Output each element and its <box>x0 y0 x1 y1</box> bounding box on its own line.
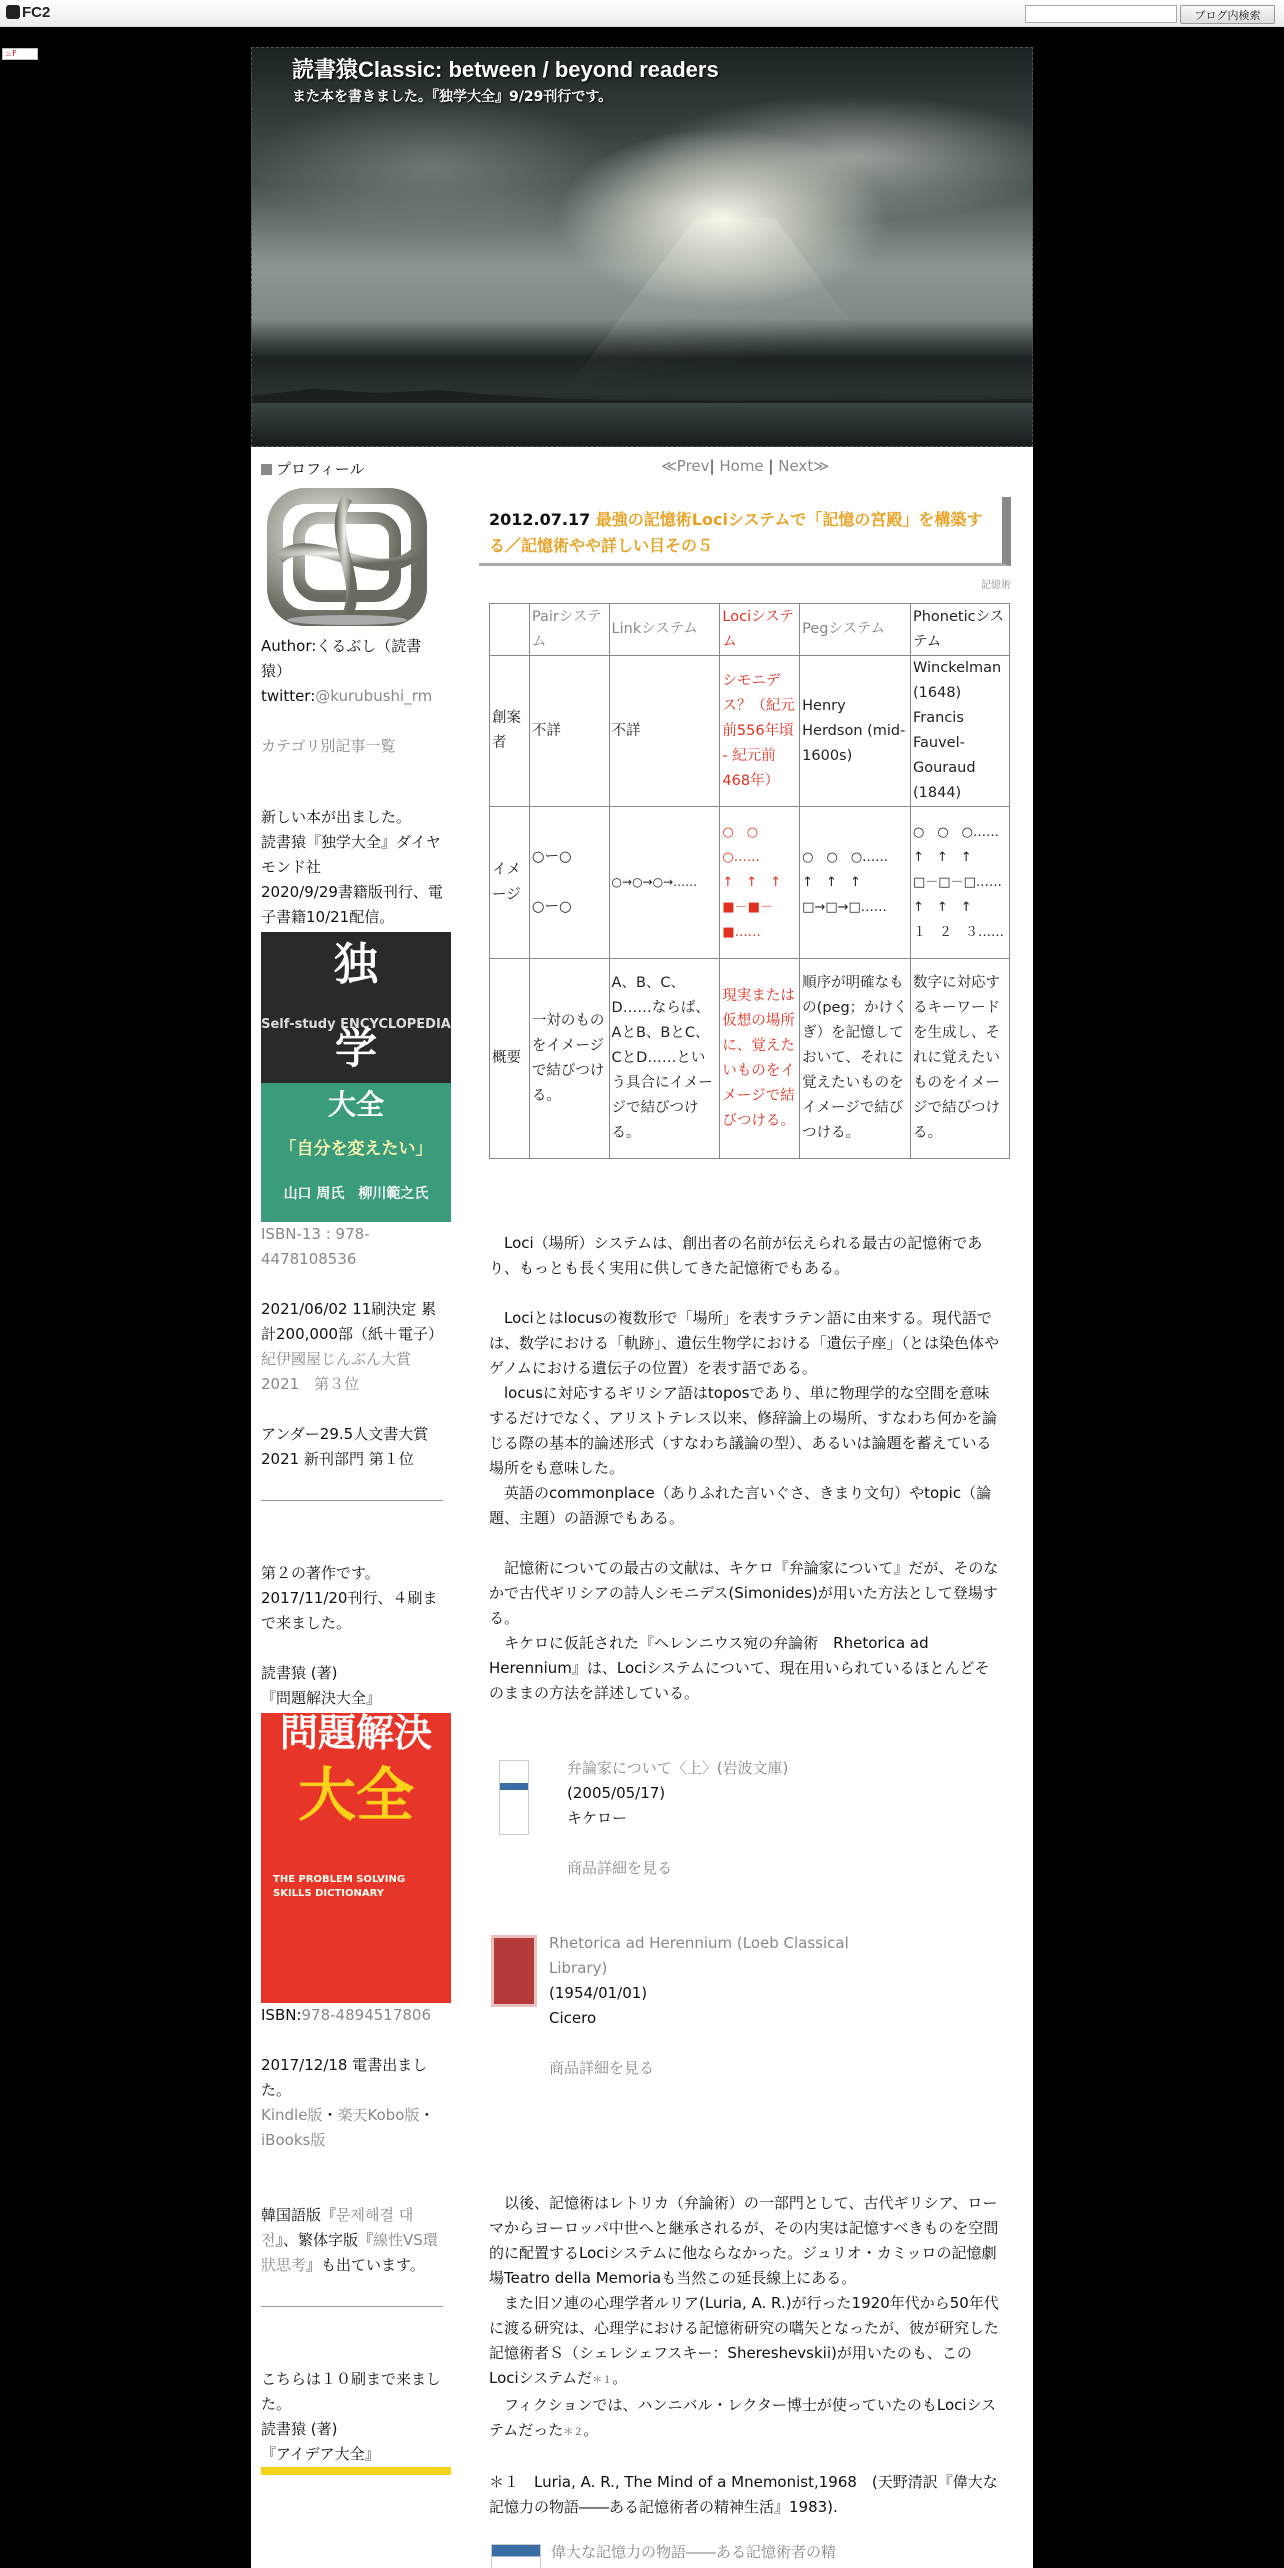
body-paragraph: 英語のcommonplace（ありふれた言いぐさ、きまり文句）やtopic（論題、主題）の語源でもある。 <box>489 1484 992 1527</box>
author-name: Author:くるぶし（読書猿） <box>261 637 422 680</box>
table-cell: イメージ <box>490 807 530 959</box>
book2-translations <box>261 2203 443 2278</box>
main-column <box>479 457 1011 2568</box>
body-paragraph <box>489 2393 1001 2445</box>
product-cover-image[interactable] <box>491 1935 537 2007</box>
book2-cover[interactable] <box>261 1713 451 2003</box>
book2-release: 2017/11/20刊行、４刷まで来ました。 <box>261 1589 438 1632</box>
book3-title: 『アイデア大全』 <box>261 2445 380 2463</box>
entry-title-link[interactable]: 最強の記憶術Lociシステムで「記憶の宮殿」を構築する／記憶術やや詳しい目その５ <box>489 510 983 555</box>
book1-cover-title2: 学 <box>334 1024 377 1073</box>
footnote-ref-1[interactable]: ＊１ <box>592 2375 613 2386</box>
table-header-cell: Phoneticシステム <box>911 604 1010 656</box>
book2-isbn-line <box>261 2003 443 2028</box>
table-header-cell[interactable]: Pegシステム <box>800 604 911 656</box>
book2-title: 『問題解決大全』 <box>261 1689 382 1707</box>
book1-release: 2020/9/29書籍版刊行、電子書籍10/21配信。 <box>261 883 443 926</box>
book1-cover-title: 独 <box>334 939 378 990</box>
blog-description: また本を書きました。『独学大全』9/29刊行です。 <box>292 89 613 105</box>
book3-author: 読書猿 (著) <box>261 2420 338 2438</box>
book1-cover-big: 大全 <box>327 1088 384 1121</box>
product-title-link[interactable]: 弁論家について〈上〉(岩波文庫) <box>567 1759 789 1777</box>
table-cell: 一対のものをイメージで結びつける。 <box>529 959 609 1159</box>
table-header-cell[interactable]: Linkシステム <box>609 604 720 656</box>
product-cover-image[interactable] <box>499 1760 529 1835</box>
book1-award1-link[interactable]: 紀伊國屋じんぶん大賞2021 第３位 <box>261 1350 412 1393</box>
twitter-link[interactable]: @kurubushi_rm <box>315 687 433 705</box>
category-line <box>261 734 443 759</box>
pager: ≪Prev| Home | Next≫ <box>661 457 829 475</box>
book3-cover[interactable] <box>261 2467 451 2475</box>
book2-ebook-links: Kindle版・楽天Kobo版・ iBooks版 <box>261 2106 435 2149</box>
blog-search-input[interactable] <box>1025 5 1177 23</box>
fc2-flag-icon[interactable]: ♨F <box>2 48 38 60</box>
product-detail-link[interactable]: 商品詳細を見る <box>549 2059 655 2077</box>
product-title-link[interactable]: 偉大な記憶力の物語――ある記憶術者の精 <box>551 2543 837 2561</box>
book2-author: 読書猿 (著) <box>261 1664 338 1682</box>
body-paragraph: 以後、記憶術はレトリカ（弁論術）の一部門として、古代ギリシア、ローマからヨーロッパ中世へと継承されるが、その内実は記憶すべきものを空間的に配置するLociシステムに他ならなかった。ジュリオ・カミッロの記憶劇場Teatro della Memoriaも当然この延長線上にある。 <box>489 2194 999 2287</box>
body-paragraph: Loci（場所）システムは、創出者の名前が伝えられる最古の記憶術であり、もっとも長く実用に供してきた記憶術でもある。 <box>489 1234 983 1277</box>
table-cell: ○→○→○→…… <box>609 807 720 959</box>
product-info <box>567 1756 788 1881</box>
book2-ebook: 2017/12/18 電書出ました。 <box>261 2056 428 2099</box>
table-cell: ○ー○ ○ー○ <box>529 807 609 959</box>
korean-prefix: 韓国語版『 <box>261 2206 337 2224</box>
trad-chinese-edition-link[interactable]: 線性VS環狀思考 <box>261 2231 438 2274</box>
entry-date: 2012.07.17 <box>489 510 591 529</box>
trad-prefix: 』、繁体字版『 <box>275 2231 374 2249</box>
header-light-rays <box>552 218 912 408</box>
body-text: また旧ソ連の心理学者ルリア(Luria, A. R.)が行った1920年代から50年代に渡る研究は、心理学における記憶術研究の嚆矢となったが、彼が研究した記憶術者Ｓ（シェレシェフスキー：Shereshevskii)が用いたのも、このLociシステムだ <box>489 2294 1000 2387</box>
product-item <box>489 2540 1001 2568</box>
product-item <box>489 1756 1001 1931</box>
blog-search-button[interactable]: ブログ内検索 <box>1180 5 1275 24</box>
book1-print-note: 2021/06/02 11刷決定 累計200,000部（紙＋電子） <box>261 1300 444 1343</box>
table-header-row <box>490 604 1010 656</box>
product-date: (2005/05/17) <box>567 1784 666 1802</box>
prev-link[interactable]: ≪Prev <box>661 457 710 475</box>
table-cell: シモニデス？（紀元前556年頃 - 紀元前468年） <box>720 656 800 807</box>
book2-cover-big: 大全 <box>297 1761 414 1829</box>
book1-cover[interactable] <box>261 932 451 1222</box>
product-cover-image[interactable] <box>491 2544 541 2568</box>
korean-edition-link[interactable]: 문제해결 대전 <box>261 2206 414 2249</box>
table-cell: Winckelman (1648) Francis Fauvel-Gouraud (1844) <box>911 656 1010 807</box>
comparison-table <box>489 603 1010 1159</box>
table-cell: 創案者 <box>490 656 530 807</box>
book1-cover-names: 山口 周氏 柳川範之氏 <box>283 1186 429 1202</box>
body-paragraph <box>489 2291 1001 2393</box>
book1-cover-subtitle: Self-study ENCYCLOPEDIA <box>261 1017 451 1032</box>
table-cell: 数字に対応するキーワードを生成し、それに覚えたいものをイメージで結びつける。 <box>911 959 1010 1159</box>
entry <box>479 497 1011 2568</box>
body-text: フィクションでは、ハンニバル・レクター博士が使っていたのもLociシステムだった <box>489 2396 997 2439</box>
table-row <box>490 807 1010 959</box>
product-title-link[interactable]: Rhetorica ad Herennium (Loeb Classical Library) <box>549 1934 849 1977</box>
table-cell: ○ ○ ○…… ↑ ↑ ↑ □→□→□…… <box>800 807 911 959</box>
trad-suffix: 』も出ています。 <box>306 2256 425 2274</box>
table-cell: 概要 <box>490 959 530 1159</box>
book2-cover-en: THE PROBLEM SOLVING SKILLS DICTIONARY <box>273 1874 406 1899</box>
kindle-link[interactable]: Kindle版 <box>261 2106 323 2124</box>
header-sea <box>252 403 1033 447</box>
fc2-logo[interactable] <box>6 4 50 21</box>
product-author: Cicero <box>549 2009 597 2027</box>
twitter-prefix: twitter: <box>261 687 316 705</box>
twitter-line <box>261 684 443 709</box>
body-paragraph: locusに対応するギリシア語はtoposであり、単に物理学的な空間を意味するだけでなく、アリストテレス以来、修辞論上の場所、すなわち何かを論じる際の基本的論述形式（すなわち議論の型）、あるいは論題を蓄えている場所をも意味した。 <box>489 1384 998 1477</box>
profile-title: プロフィール <box>276 460 365 478</box>
product-info <box>551 2540 836 2565</box>
body-text: 。 <box>612 2369 628 2387</box>
table-header-cell: Lociシステム <box>720 604 800 656</box>
product-detail-link[interactable]: 商品詳細を見る <box>567 1859 673 1877</box>
table-cell: 現実または仮想の場所に、覚えたいものをイメージで結びつける。 <box>720 959 800 1159</box>
table-cell: A、B、C、D……ならば、AとB、BとC、CとD……という具合にイメージで結びつける。 <box>609 959 720 1159</box>
product-item <box>489 1931 1001 2141</box>
blog-title[interactable]: 読書猿Classic: between / beyond readers <box>292 57 719 82</box>
fc2-top-bar <box>0 0 1284 27</box>
body-paragraph: キケロに仮託された『ヘレンニウス宛の弁論術 Rhetorica ad Herennium』は、Lociシステムについて、現在用いられているほとんどそのままの方法を詳述している。 <box>489 1634 990 1702</box>
entry-category-link[interactable]: 記憶術 <box>981 580 1011 591</box>
home-link[interactable]: Home <box>719 457 764 475</box>
table-cell: 不詳 <box>529 656 609 807</box>
fc2-logo-icon <box>6 5 20 19</box>
body-paragraph: 記憶術についての最古の文献は、キケロ『弁論家について』だが、そのなかで古代ギリシアの詩人シモニデス(Simonides)が用いた方法として登場する。 <box>489 1559 999 1627</box>
book1-award2: アンダー29.5人文書大賞2021 新刊部門 第１位 <box>261 1425 429 1468</box>
product-info <box>549 1931 869 2081</box>
book1-cover-tagline: 「自分を変えたい」 <box>279 1139 433 1159</box>
product-date: (1954/01/01) <box>549 1984 648 2002</box>
ibooks-link[interactable]: iBooks版 <box>261 2131 326 2149</box>
content-wrapper <box>251 447 1033 2568</box>
table-header-cell[interactable]: Pairシステム <box>529 604 609 656</box>
avatar <box>265 488 429 626</box>
blog-header <box>251 47 1033 447</box>
book1-publisher: 読書猿『独学大全』ダイヤモンド社 <box>261 833 441 876</box>
book2-isbn-link[interactable]: 978-4894517806 <box>301 2006 431 2024</box>
footnote-1: ＊１ Luria, A. R., The Mind of a Mnemonist,1968 (天野清訳『偉大な記憶力の物語――ある記憶術者の精神生活』1983). <box>489 2473 998 2516</box>
table-cell: Henry Herdson (mid-1600s) <box>800 656 911 807</box>
category-list-link[interactable]: カテゴリ別記事一覧 <box>261 737 396 755</box>
next-link[interactable]: Next≫ <box>778 457 829 475</box>
table-row <box>490 959 1010 1159</box>
profile-heading <box>261 457 443 482</box>
square-bullet-icon <box>261 464 272 475</box>
product-author: キケロー <box>567 1809 628 1827</box>
book1-isbn: ISBN-13 : 978-4478108536 <box>261 1225 370 1268</box>
kobo-link[interactable]: 楽天Kobo版 <box>337 2106 420 2124</box>
body-paragraph: Lociとはlocusの複数形で「場所」を表すラテン語に由来する。現代語では、数学における「軌跡」、遺伝生物学における「遺伝子座」（とは染色体やゲノムにおける遺伝子の位置）を表す語である。 <box>489 1309 1000 1377</box>
fc2-logo-text: FC2 <box>22 4 51 21</box>
table-header-cell <box>490 604 530 656</box>
entry-body <box>479 1231 1011 2568</box>
table-cell: ○ ○ ○…… ↑ ↑ ↑ ■－■－■…… <box>720 807 800 959</box>
sidebar-divider <box>261 2306 443 2307</box>
book2-isbn-prefix: ISBN: <box>261 2006 302 2024</box>
entry-title-bar <box>479 497 1011 566</box>
table-cell: 順序が明確なもの(peg；かけくぎ）を記憶しておいて、それに覚えたいものをイメージで結びつける。 <box>800 959 911 1159</box>
book2-intro: 第２の著作です。 <box>261 1564 380 1582</box>
body-text: 。 <box>583 2421 599 2439</box>
avatar-sculpture-icon <box>265 488 429 626</box>
book3-intro: こちらは１０刷まで来ました。 <box>261 2370 442 2413</box>
book1-intro: 新しい本が出ました。 <box>261 808 412 826</box>
table-cell: 不詳 <box>609 656 720 807</box>
footnote-ref-2[interactable]: ＊２ <box>563 2427 584 2438</box>
table-row <box>490 656 1010 807</box>
table-cell: ○ ○ ○…… ↑ ↑ ↑ □－□－□…… ↑ ↑ ↑ １ ２ ３…… <box>911 807 1010 959</box>
book2-cover-top: 問題解決 <box>279 1713 432 1755</box>
sidebar <box>261 457 451 2475</box>
sidebar-divider <box>261 1500 443 1501</box>
